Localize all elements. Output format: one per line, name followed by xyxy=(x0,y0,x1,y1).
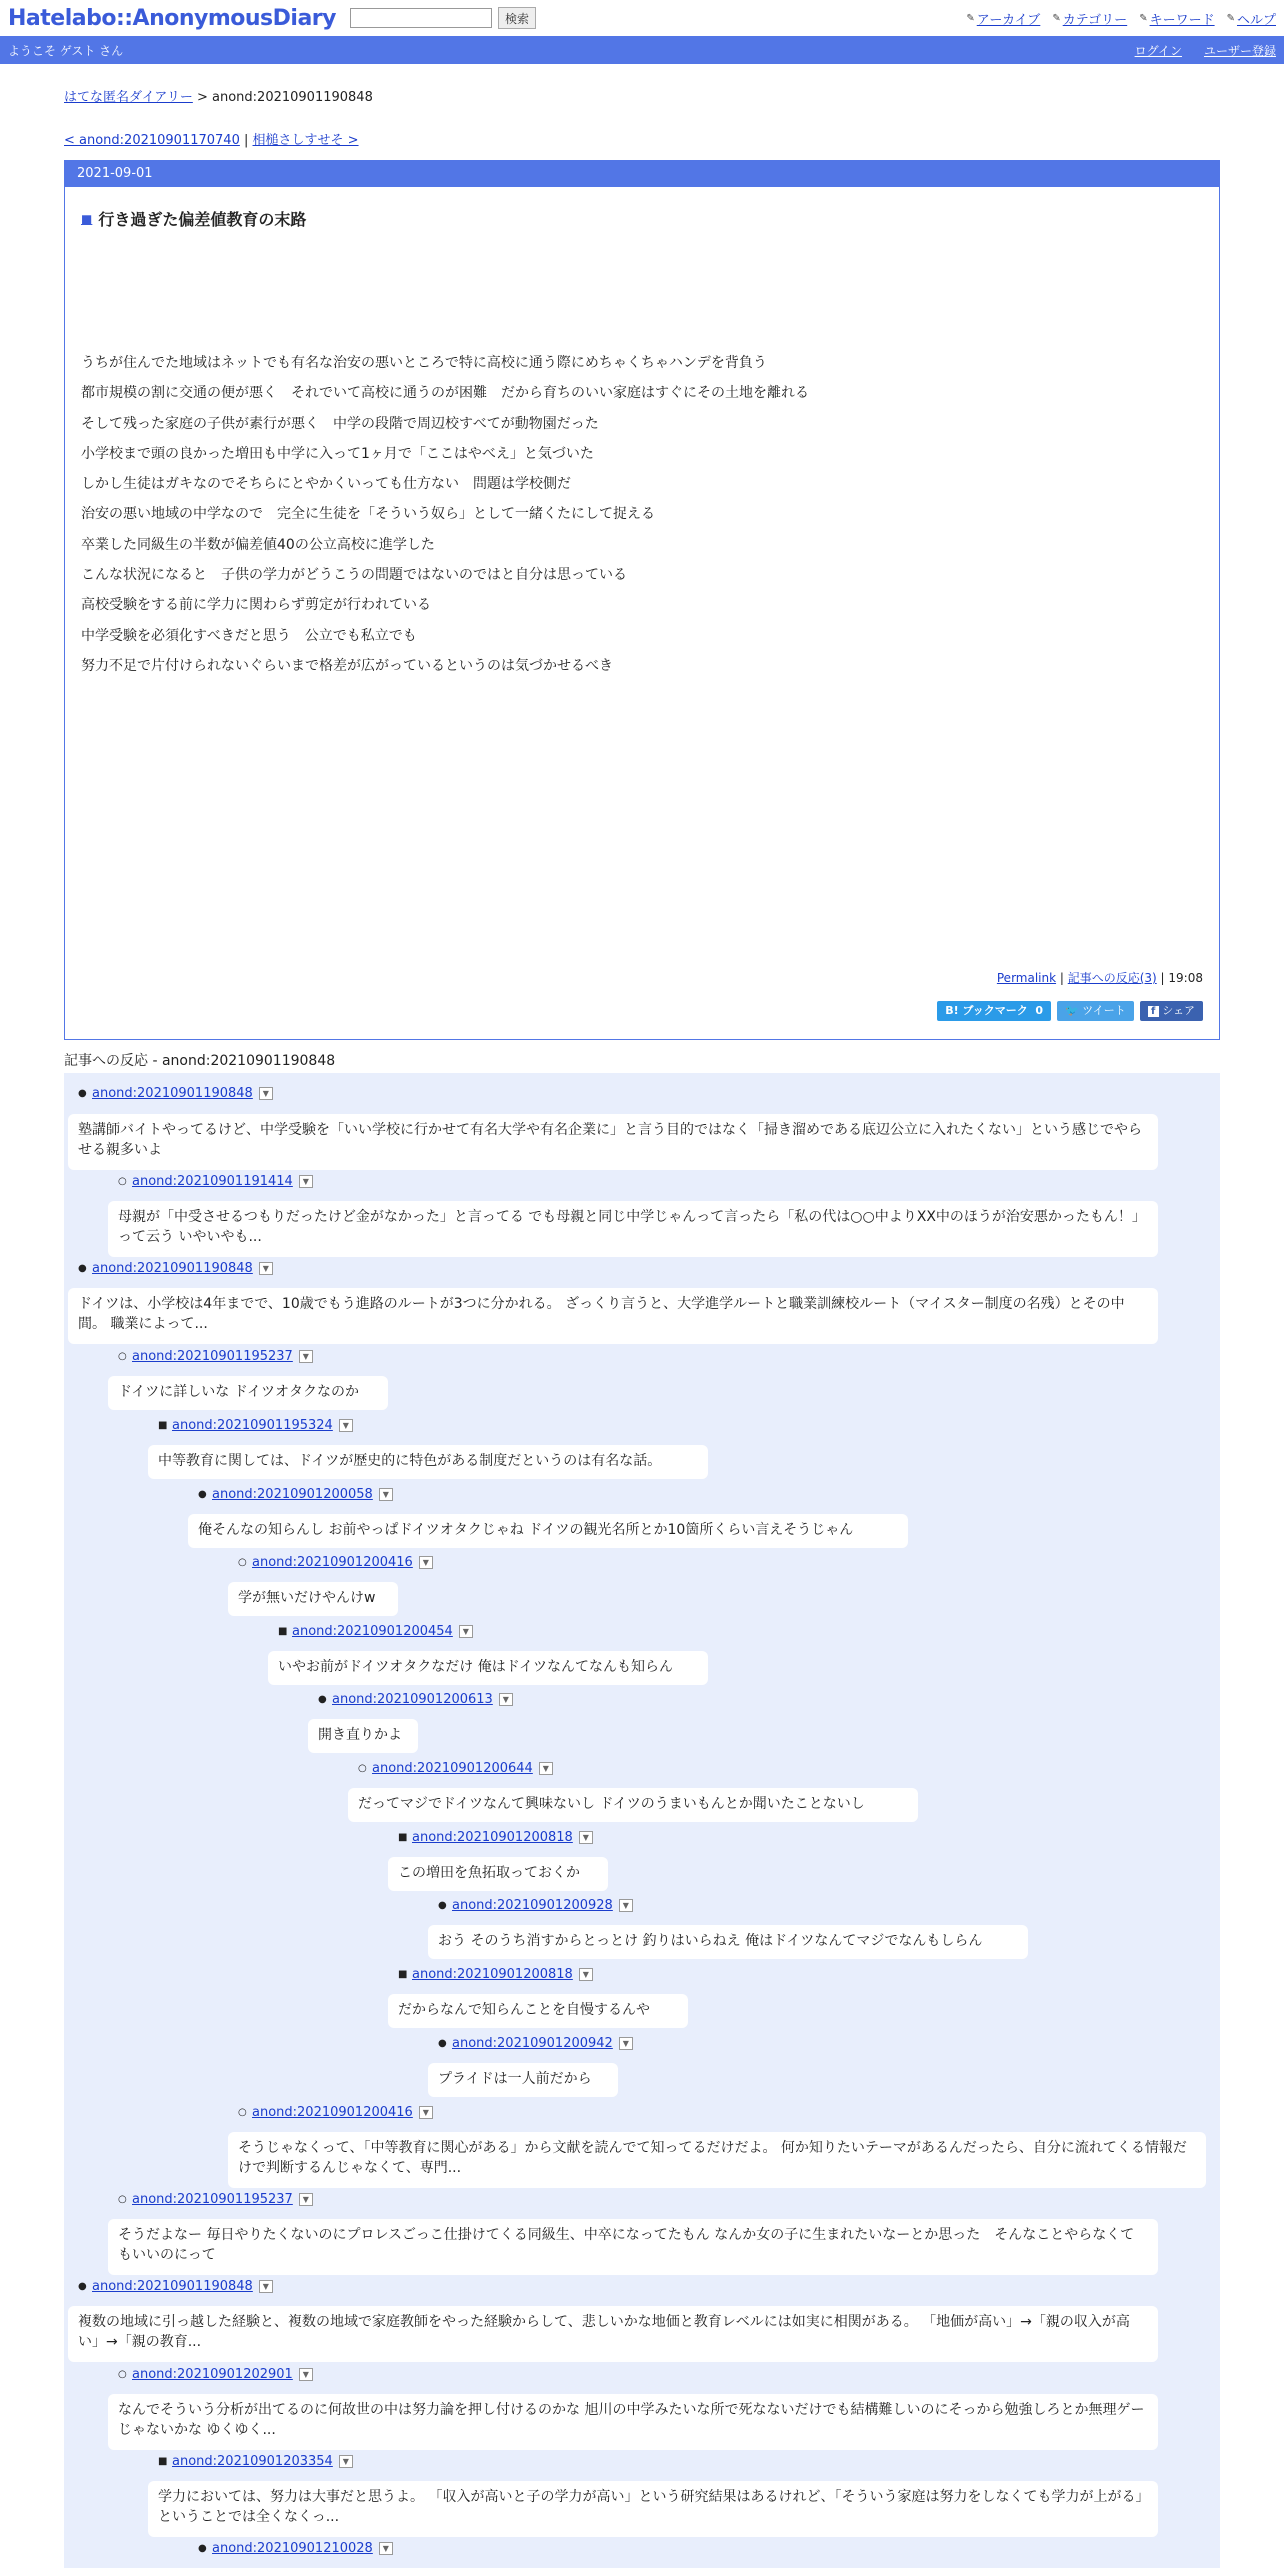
nav-category-link[interactable]: カテゴリー xyxy=(1062,12,1128,28)
reaction-item xyxy=(78,2276,273,2296)
chevron-down-icon[interactable]: ▼ xyxy=(259,2280,273,2293)
reaction-link[interactable]: anond:20210901203354 xyxy=(172,2453,333,2469)
top-nav xyxy=(966,9,1276,28)
list-bullet-icon: ○ xyxy=(118,2368,127,2380)
tweet-button[interactable] xyxy=(1057,1001,1134,1021)
chevron-down-icon[interactable]: ▼ xyxy=(579,1968,593,1981)
body-line: うちが住んでた地域はネットでも有名な治安の悪いところで特に高校に通う際にめちゃくちゃハンデを背負う xyxy=(81,355,767,371)
body-line: そして残った家庭の子供が素行が悪く 中学の段階で周辺校すべてが動物園だった xyxy=(81,415,599,432)
reaction-excerpt: いやお前がドイツオタクなだけ 俺はドイツなんてなんも知らん xyxy=(268,1651,708,1685)
reaction-excerpt: そうじゃなくって、「中等教育に関心がある」から文献を読んでて知ってるだけだよ。 何か知りたいテーマがあるんだったら、自分に流れてくる情報だけで判断するんじゃなくて、専門... xyxy=(228,2132,1206,2188)
reaction-item xyxy=(198,1484,393,1504)
nav-help-link[interactable]: ヘルプ xyxy=(1236,12,1276,28)
reactions-link[interactable]: 記事への反応(3) xyxy=(1067,971,1157,985)
pen-icon: ✎ xyxy=(1052,12,1061,24)
bookmark-count: 0 xyxy=(1035,1004,1044,1017)
chevron-down-icon[interactable]: ▼ xyxy=(339,2455,353,2468)
nav-archive-link[interactable]: アーカイブ xyxy=(976,12,1041,28)
reaction-link[interactable]: anond:20210901190848 xyxy=(92,1260,253,1276)
nav-keyword[interactable] xyxy=(1139,9,1214,28)
reaction-excerpt: 学が無いだけやんけw xyxy=(228,1582,398,1616)
chevron-down-icon[interactable]: ▼ xyxy=(419,2106,433,2119)
list-bullet-icon: ■ xyxy=(278,1625,288,1637)
reaction-excerpt: 母親が「中受させるつもりだったけど金がなかった」と言ってる でも母親と同じ中学じゃんって言ったら「私の代は○○中よりXX中のほうが治安悪かったもん！」って云う いやいやも... xyxy=(108,1201,1158,1257)
facebook-share-button[interactable] xyxy=(1140,1001,1203,1021)
reaction-link[interactable]: anond:20210901195237 xyxy=(132,1348,293,1364)
chevron-down-icon[interactable]: ▼ xyxy=(379,2542,393,2555)
reaction-item xyxy=(198,2538,393,2558)
next-entry-link[interactable]: 相槌さしすせそ > xyxy=(252,133,359,148)
site-logo[interactable]: Hatelabo::AnonymousDiary xyxy=(8,5,336,31)
reaction-excerpt: 開き直りかよ xyxy=(308,1719,418,1753)
share-label: シェア xyxy=(1162,1004,1195,1017)
entry-time: 19:08 xyxy=(1168,971,1203,985)
share-buttons xyxy=(937,1001,1203,1021)
reaction-item xyxy=(438,1895,633,1915)
reaction-link[interactable]: anond:20210901200613 xyxy=(332,1691,493,1707)
reaction-item xyxy=(158,2451,353,2471)
breadcrumb-separator: > xyxy=(192,90,213,105)
pen-icon: ✎ xyxy=(966,12,975,24)
body-line: 中学受験を必須化すべきだと思う 公立でも私立でも xyxy=(81,627,417,644)
reaction-item xyxy=(238,2102,433,2122)
chevron-down-icon[interactable]: ▼ xyxy=(339,1419,353,1432)
reaction-item xyxy=(398,1827,593,1847)
reactions-heading: 記事への反応 - anond:20210901190848 xyxy=(64,1050,1220,1077)
entry-body xyxy=(65,348,1219,681)
list-bullet-icon: ● xyxy=(198,2542,207,2554)
list-bullet-icon: ● xyxy=(438,1899,447,1911)
reaction-link[interactable]: anond:20210901200942 xyxy=(452,2035,613,2051)
tweet-label: ツイート xyxy=(1082,1004,1126,1017)
body-line: こんな状況になると 子供の学力がどうこうの問題ではないのではと自分は思っている xyxy=(81,567,627,584)
reaction-item xyxy=(398,1964,593,1984)
reaction-item xyxy=(238,1552,433,1572)
breadcrumb xyxy=(64,86,1220,105)
reaction-excerpt: 塾講師バイトやってるけど、中学受験を「いい学校に行かせて有名大学や有名企業に」と言う目的ではなく「掃き溜めである底辺公立に入れたくない」という感じでやらせる親多いよ xyxy=(68,1114,1158,1170)
reaction-item xyxy=(78,1083,273,1103)
chevron-down-icon[interactable]: ▼ xyxy=(619,2037,633,2050)
chevron-down-icon[interactable]: ▼ xyxy=(299,2193,313,2206)
reaction-link[interactable]: anond:20210901191414 xyxy=(132,1173,293,1189)
body-line: 努力不足で片付けられないぐらいまで格差が広がっているというのは気づかせるべき xyxy=(81,657,613,674)
list-bullet-icon: ○ xyxy=(358,1762,367,1774)
reaction-excerpt: おう そのうち消すからとっとけ 釣りはいらねえ 俺はドイツなんてマジでなんもしらん xyxy=(428,1925,1028,1959)
chevron-down-icon[interactable]: ▼ xyxy=(619,1899,633,1912)
reaction-link[interactable]: anond:20210901200644 xyxy=(372,1760,533,1776)
facebook-icon: f xyxy=(1148,1006,1159,1017)
pager-separator: | xyxy=(239,133,253,148)
reaction-link[interactable]: anond:20210901200416 xyxy=(252,1554,413,1570)
list-bullet-icon: ■ xyxy=(158,1419,168,1431)
welcome-text: ようこそ ゲスト さん xyxy=(8,43,124,58)
reaction-item xyxy=(118,2189,313,2209)
list-bullet-icon: ○ xyxy=(118,1175,127,1187)
reaction-link[interactable]: anond:20210901200818 xyxy=(412,1966,573,1982)
top-bar xyxy=(0,0,1284,36)
reaction-link[interactable]: anond:20210901210028 xyxy=(212,2540,373,2556)
reaction-link[interactable]: anond:20210901200818 xyxy=(412,1829,573,1845)
list-bullet-icon: ■ xyxy=(398,1968,408,1980)
breadcrumb-current: anond:20210901190848 xyxy=(212,90,373,105)
reaction-item xyxy=(118,2364,313,2384)
reaction-excerpt: だからなんで知らんことを自慢するんや xyxy=(388,1994,688,2028)
list-bullet-icon: ■ xyxy=(158,2455,168,2467)
list-bullet-icon: ○ xyxy=(238,2106,247,2118)
bookmark-label: B! ブックマーク xyxy=(945,1004,1028,1017)
reaction-excerpt: 複数の地域に引っ越した経験と、複数の地域で家庭教師をやった経験からして、悲しいかな地価と教育レベルには如実に相関がある。 「地価が高い」→「親の収入が高い」→「親の教育... xyxy=(68,2306,1158,2362)
reaction-link[interactable]: anond:20210901195324 xyxy=(172,1417,333,1433)
reaction-item xyxy=(318,1689,513,1709)
reaction-excerpt: 学力においては、努力は大事だと思うよ。 「収入が高いと子の学力が高い」という研究結果はあるけれど、「そういう家庭は努力をしなくても学力が上がる」ということでは全くなくっ... xyxy=(148,2481,1158,2537)
chevron-down-icon[interactable]: ▼ xyxy=(539,1762,553,1775)
chevron-down-icon[interactable]: ▼ xyxy=(299,1350,313,1363)
chevron-down-icon[interactable]: ▼ xyxy=(379,1488,393,1501)
chevron-down-icon[interactable]: ▼ xyxy=(499,1693,513,1706)
reaction-excerpt: だってマジでドイツなんて興味ないし ドイツのうまいもんとか聞いたことないし xyxy=(348,1788,918,1822)
nav-archive[interactable] xyxy=(966,9,1040,28)
reaction-link[interactable]: anond:20210901195237 xyxy=(132,2191,293,2207)
hatena-bookmark-button[interactable] xyxy=(937,1001,1051,1021)
list-bullet-icon: ● xyxy=(198,1488,207,1500)
reaction-excerpt: ドイツに詳しいな ドイツオタクなのか xyxy=(108,1376,388,1410)
list-bullet-icon: ■ xyxy=(398,1831,408,1843)
list-bullet-icon: ○ xyxy=(118,1350,127,1362)
reaction-excerpt: そうだよなー 毎日やりたくないのにプロレスごっこ仕掛けてくる同級生、中卒になってたもん なんか女の子に生まれたいなーとか思った そんなことやらなくてもいいのにって xyxy=(108,2219,1158,2275)
reaction-excerpt: 中等教育に関しては、ドイツが歴史的に特色がある制度だというのは有名な話。 xyxy=(148,1445,708,1479)
list-bullet-icon: ● xyxy=(318,1693,327,1705)
body-line: 治安の悪い地域の中学なので 完全に生徒を「そういう奴ら」として一緒くたにして捉える xyxy=(81,506,655,523)
pen-icon: ✎ xyxy=(1139,12,1148,24)
list-bullet-icon: ○ xyxy=(238,1556,247,1568)
entry-title-text: 行き過ぎた偏差値教育の末路 xyxy=(98,210,307,229)
main-content xyxy=(0,86,1284,1077)
chevron-down-icon[interactable]: ▼ xyxy=(459,1625,473,1638)
breadcrumb-home[interactable]: はてな匿名ダイアリー xyxy=(64,90,193,105)
title-square-icon[interactable]: ■ xyxy=(81,211,93,226)
body-line: 小学校まで頭の良かった増田も中学に入って1ヶ月で「ここはやべえ」と気づいた xyxy=(81,445,594,462)
reaction-item xyxy=(78,1258,273,1278)
body-line: 卒業した同級生の半数が偏差値40の公立高校に進学した xyxy=(81,536,435,553)
user-bar xyxy=(0,36,1284,64)
reaction-excerpt: プライドは一人前だから xyxy=(428,2063,618,2097)
entry-section xyxy=(64,160,1220,1040)
chevron-down-icon[interactable]: ▼ xyxy=(259,1087,273,1100)
chevron-down-icon[interactable]: ▼ xyxy=(259,1262,273,1275)
reaction-item xyxy=(118,1171,313,1191)
body-line: 高校受験をする前に学力に関わらず剪定が行われている xyxy=(81,597,431,614)
reaction-item xyxy=(158,1415,353,1435)
reaction-excerpt: この増田を魚拓取っておくか xyxy=(388,1857,608,1891)
reaction-item xyxy=(358,1758,553,1778)
reaction-link[interactable]: anond:20210901200058 xyxy=(212,1486,373,1502)
list-bullet-icon: ○ xyxy=(118,2193,127,2205)
body-line: しかし生徒はガキなのでそちらにとやかくいっても仕方ない 問題は学校側だ xyxy=(81,476,571,493)
pen-icon: ✎ xyxy=(1226,12,1235,24)
reaction-item xyxy=(118,1346,313,1366)
user-links xyxy=(1135,42,1276,59)
list-bullet-icon: ● xyxy=(78,1262,87,1274)
register-link[interactable]: ユーザー登録 xyxy=(1203,43,1276,58)
reaction-excerpt: 俺そんなの知らんし お前やっぱドイツオタクじゃね ドイツの観光名所とか10箇所くらい言えそうじゃん xyxy=(188,1514,908,1548)
nav-keyword-link[interactable]: キーワード xyxy=(1149,12,1215,28)
reaction-excerpt: なんでそういう分析が出てるのに何故世の中は努力論を押し付けるのかな 旭川の中学みたいな所で死なないだけでも結構難しいのにそっから勉強しろとか無理ゲーじゃないかな ゆくゆく... xyxy=(108,2394,1158,2450)
reaction-link[interactable]: anond:20210901200454 xyxy=(292,1623,453,1639)
list-bullet-icon: ● xyxy=(78,2280,87,2292)
reaction-link[interactable]: anond:20210901202901 xyxy=(132,2366,293,2382)
search-button[interactable]: 検索 xyxy=(498,7,536,29)
entry-title xyxy=(81,207,1219,230)
twitter-bird-icon: 🐦 xyxy=(1065,1004,1079,1017)
search-input[interactable] xyxy=(350,8,492,28)
reaction-item xyxy=(278,1621,473,1641)
entry-footer: Permalink | 記事への反応(3) | 19:08 xyxy=(996,971,1203,985)
prev-entry-link[interactable]: < anond:20210901170740 xyxy=(64,133,240,148)
permalink[interactable]: Permalink xyxy=(996,971,1057,985)
chevron-down-icon[interactable]: ▼ xyxy=(299,2368,313,2381)
chevron-down-icon[interactable]: ▼ xyxy=(299,1175,313,1188)
login-link[interactable]: ログイン xyxy=(1134,43,1182,58)
chevron-down-icon[interactable]: ▼ xyxy=(419,1556,433,1569)
reaction-link[interactable]: anond:20210901190848 xyxy=(92,1085,253,1101)
reactions-tree xyxy=(64,1073,1220,2568)
entry-date: 2021-09-01 xyxy=(65,161,1219,187)
nav-help[interactable] xyxy=(1227,9,1276,28)
reaction-item xyxy=(438,2033,633,2053)
reaction-link[interactable]: anond:20210901200928 xyxy=(452,1897,613,1913)
nav-category[interactable] xyxy=(1052,9,1127,28)
reaction-link[interactable]: anond:20210901200416 xyxy=(252,2104,413,2120)
reaction-link[interactable]: anond:20210901190848 xyxy=(92,2278,253,2294)
list-bullet-icon: ● xyxy=(78,1087,87,1099)
list-bullet-icon: ● xyxy=(438,2037,447,2049)
entry-pager xyxy=(64,129,1220,148)
chevron-down-icon[interactable]: ▼ xyxy=(579,1831,593,1844)
reaction-excerpt: ドイツは、小学校は4年までで、10歳でもう進路のルートが3つに分かれる。 ざっくり言うと、大学進学ルートと職業訓練校ルート（マイスター制度の名残）とその中間。 職業によって... xyxy=(68,1288,1158,1344)
body-line: 都市規模の割に交通の便が悪く それでいて高校に通うのが困難 だから育ちのいい家庭はすぐにその土地を離れる xyxy=(81,385,809,402)
